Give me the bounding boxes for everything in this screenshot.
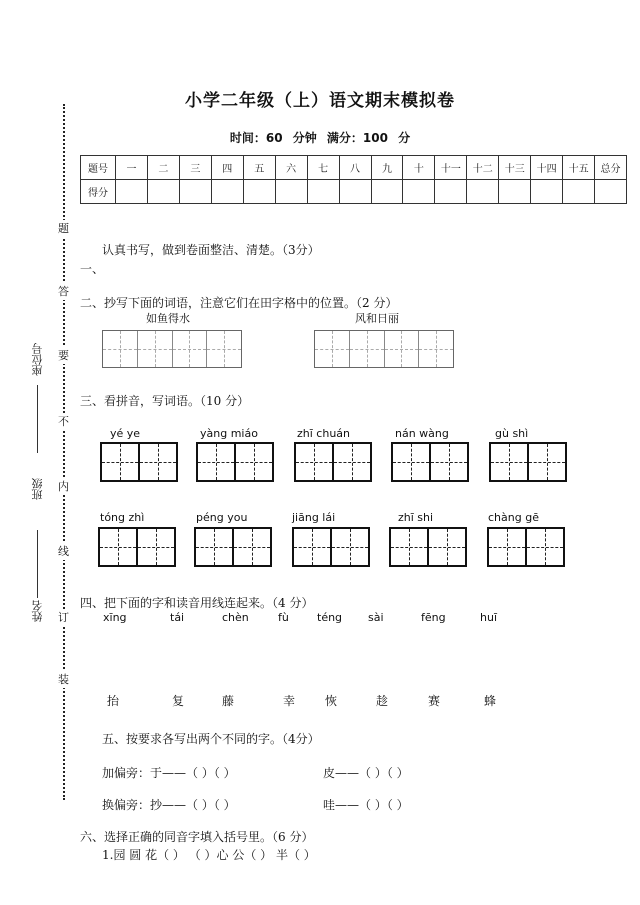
table-header-cell: 一	[116, 156, 148, 180]
score-cell[interactable]	[147, 180, 179, 204]
score-cell[interactable]	[595, 180, 627, 204]
score-cell[interactable]	[211, 180, 243, 204]
q6-instruction: 六、选择正确的同音字填入括号里。（6 分）	[80, 830, 314, 844]
score-cell[interactable]	[275, 180, 307, 204]
score-cell[interactable]	[563, 180, 595, 204]
pinyin-answer-box[interactable]	[487, 527, 565, 567]
q5-line-1b[interactable]: 皮——（ ）（ ）	[323, 766, 409, 780]
score-cell[interactable]	[499, 180, 531, 204]
table-header-cell: 题号	[81, 156, 116, 180]
score-cell[interactable]	[371, 180, 403, 204]
pinyin-answer-box[interactable]	[100, 442, 178, 482]
pinyin-label: zhī shi	[398, 511, 434, 524]
q2-word-2: 风和日丽	[355, 312, 399, 325]
seat-number-label: 座位号	[31, 343, 44, 376]
pinyin-answer-box[interactable]	[489, 442, 567, 482]
table-header-cell: 十	[403, 156, 435, 180]
score-table	[80, 155, 627, 204]
binding-dotted-line	[63, 104, 65, 800]
class-label: 班级	[31, 478, 44, 500]
table-header-cell: 十四	[531, 156, 563, 180]
q4-pinyin: tái	[170, 611, 185, 624]
q4-character: 复	[172, 694, 185, 708]
q4-pinyin: huī	[480, 611, 497, 624]
q5-line-2a[interactable]: 换偏旁：抄——（ ）（ ）	[102, 798, 236, 812]
seat-number-line[interactable]	[37, 385, 38, 453]
margin-char: 题	[58, 222, 69, 235]
exam-info: 时间：60 分钟 满分：100 分	[229, 131, 411, 145]
q4-character: 恢	[325, 694, 338, 708]
q5-line-2b[interactable]: 哇——（ ）（ ）	[323, 798, 409, 812]
q4-pinyin: fēng	[421, 611, 446, 624]
table-header-cell: 四	[211, 156, 243, 180]
table-header-cell: 十一	[435, 156, 467, 180]
q4-instruction: 四、把下面的字和读音用线连起来。（4 分）	[80, 596, 314, 610]
pinyin-answer-box[interactable]	[98, 527, 176, 567]
score-cell[interactable]	[339, 180, 371, 204]
score-cell[interactable]	[243, 180, 275, 204]
name-label: 姓名	[31, 600, 44, 622]
q5-line-1a[interactable]: 加偏旁：于——（ ）（ ）	[102, 766, 236, 780]
q2-writing-grid-1[interactable]	[102, 330, 242, 368]
page-title: 小学二年级（上）语文期末模拟卷	[185, 91, 455, 111]
q4-character: 藤	[222, 694, 235, 708]
score-cell[interactable]	[403, 180, 435, 204]
q4-pinyin: sài	[368, 611, 384, 624]
score-cell[interactable]	[531, 180, 563, 204]
table-header-cell: 三	[179, 156, 211, 180]
margin-char: 要	[58, 349, 69, 362]
pinyin-label: jiāng lái	[292, 511, 336, 524]
q4-pinyin: xīng	[103, 611, 127, 624]
pinyin-answer-box[interactable]	[294, 442, 372, 482]
q3-instruction: 三、看拼音，写词语。（10 分）	[80, 394, 250, 408]
pinyin-label: zhī chuán	[297, 427, 351, 440]
q6-line-1[interactable]: 1.园 圆 花（ ） （ ）心 公（ ） 半（ ）	[102, 848, 316, 862]
pinyin-label: nán wàng	[395, 427, 449, 440]
score-row-label: 得分	[81, 180, 116, 204]
q2-writing-grid-2[interactable]	[314, 330, 454, 368]
score-cell[interactable]	[307, 180, 339, 204]
q4-character: 蜂	[484, 694, 497, 708]
score-cell[interactable]	[467, 180, 499, 204]
margin-char: 答	[58, 285, 69, 298]
pinyin-answer-box[interactable]	[389, 527, 467, 567]
score-cell[interactable]	[179, 180, 211, 204]
table-header-cell: 二	[147, 156, 179, 180]
margin-char: 装	[58, 673, 69, 686]
pinyin-label: yàng miáo	[200, 427, 258, 440]
pinyin-label: péng you	[196, 511, 248, 524]
table-header-cell: 五	[243, 156, 275, 180]
table-header-cell: 七	[307, 156, 339, 180]
table-header-cell: 十五	[563, 156, 595, 180]
table-header-cell: 十三	[499, 156, 531, 180]
pinyin-label: yé ye	[110, 427, 141, 440]
class-line[interactable]	[37, 530, 38, 598]
pinyin-label: gù shì	[495, 427, 529, 440]
margin-char: 线	[58, 545, 69, 558]
q4-character: 趁	[376, 694, 389, 708]
pinyin-label: tóng zhì	[100, 511, 145, 524]
score-table-row	[81, 180, 627, 204]
q2-instruction: 二、抄写下面的词语，注意它们在田字格中的位置。（2 分）	[80, 296, 398, 310]
pinyin-label: chàng gē	[488, 511, 539, 524]
q1-number: 一、	[80, 262, 105, 276]
q2-word-1: 如鱼得水	[146, 312, 190, 325]
q4-character: 抬	[107, 694, 120, 708]
pinyin-answer-box[interactable]	[391, 442, 469, 482]
q4-pinyin: téng	[317, 611, 343, 624]
pinyin-answer-box[interactable]	[194, 527, 272, 567]
q5-instruction: 五、按要求各写出两个不同的字。（4分）	[102, 732, 320, 746]
margin-char: 内	[58, 480, 69, 493]
table-header-cell: 十二	[467, 156, 499, 180]
score-table-header-row	[81, 156, 627, 180]
q4-character: 幸	[283, 694, 296, 708]
score-cell[interactable]	[435, 180, 467, 204]
margin-char: 不	[58, 415, 69, 428]
score-cell[interactable]	[116, 180, 148, 204]
table-header-cell: 六	[275, 156, 307, 180]
table-header-cell: 九	[371, 156, 403, 180]
table-header-cell: 总分	[595, 156, 627, 180]
q1-instruction: 认真书写，做到卷面整洁、清楚。（3分）	[102, 243, 320, 257]
margin-char: 订	[58, 611, 69, 624]
table-header-cell: 八	[339, 156, 371, 180]
q4-pinyin: chèn	[222, 611, 249, 624]
q4-character: 赛	[428, 694, 441, 708]
q4-pinyin: fù	[278, 611, 289, 624]
pinyin-answer-box[interactable]	[196, 442, 274, 482]
pinyin-answer-box[interactable]	[292, 527, 370, 567]
